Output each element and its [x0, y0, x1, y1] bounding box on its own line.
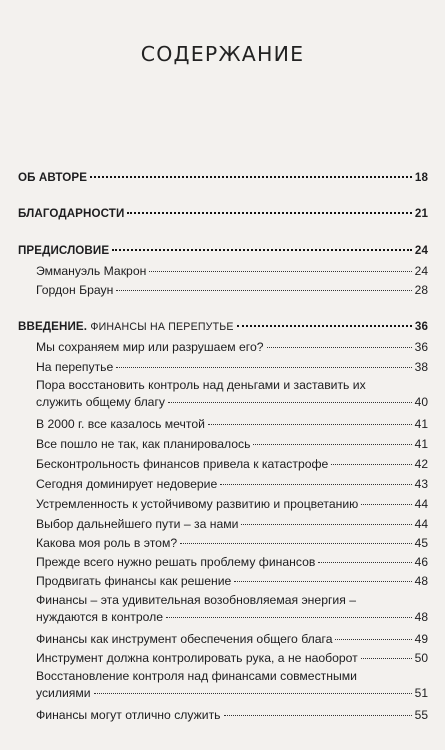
- entry-subtitle: ФИНАНСЫ НА ПЕРЕПУТЬЕ: [90, 321, 234, 333]
- entry-title: Выбор дальнейшего пути – за нами: [36, 517, 239, 531]
- dot-leader: [237, 325, 412, 327]
- dot-leader: [90, 176, 412, 178]
- dot-leader: [112, 249, 412, 251]
- entry-page: 42: [414, 457, 428, 471]
- entry-title: Гордон Браун: [36, 283, 114, 297]
- entry-title: В 2000 г. все казалось мечтой: [36, 417, 205, 431]
- entry-page: 36: [414, 320, 428, 333]
- entry-title: Какова моя роль в этом?: [36, 536, 178, 550]
- toc-section-multiline[interactable]: [36, 377, 428, 417]
- entry-title-main: ВВЕДЕНИЕ.: [18, 320, 88, 333]
- entry-title: Эммануэль Макрон: [36, 264, 147, 278]
- entry-title-line1: Пора восстановить контроль над деньгами и заставить их: [36, 378, 366, 392]
- toc-section[interactable]: [36, 650, 428, 667]
- dot-leader: [241, 524, 411, 525]
- entry-page: 41: [414, 417, 428, 431]
- entry-title: Мы сохраняем мир или разрушаем его?: [36, 340, 264, 354]
- toc-section[interactable]: [36, 631, 428, 648]
- toc-section[interactable]: [36, 359, 428, 376]
- toc-section[interactable]: [36, 707, 428, 724]
- dot-leader: [224, 715, 412, 716]
- entry-page: 18: [414, 171, 428, 184]
- dot-leader: [267, 347, 412, 348]
- toc-section[interactable]: [36, 516, 428, 533]
- dot-leader: [116, 367, 411, 368]
- entry-page: 45: [414, 536, 428, 550]
- dot-leader: [168, 402, 412, 403]
- entry-page: 50: [414, 651, 428, 665]
- entry-title: Все пошло не так, как планировалось: [36, 437, 251, 451]
- dot-leader: [234, 581, 411, 582]
- entry-title: ОБ АВТОРЕ: [18, 171, 88, 184]
- entry-page: 43: [414, 477, 428, 491]
- entry-title-line1: Восстановление контроля над финансами совместными: [36, 669, 357, 683]
- dot-leader: [318, 562, 411, 563]
- entry-page: 44: [414, 517, 428, 531]
- entry-title: На перепутье: [36, 360, 114, 374]
- dot-leader: [335, 639, 411, 640]
- entry-page: 24: [414, 264, 428, 278]
- entry-title: Продвигать финансы как решение: [36, 574, 232, 588]
- toc-chapter-acknowledgements[interactable]: [18, 206, 428, 223]
- toc-section[interactable]: [36, 339, 428, 356]
- entry-title: Инструмент должна контролировать рука, а не наоборот: [36, 651, 358, 665]
- dot-leader: [253, 444, 411, 445]
- dot-leader: [116, 290, 411, 291]
- toc-section[interactable]: [36, 496, 428, 513]
- entry-title: ПРЕДИСЛОВИЕ: [18, 244, 110, 257]
- dot-leader: [166, 617, 412, 618]
- dot-leader: [361, 658, 412, 659]
- entry-title: [18, 319, 234, 336]
- entry-title-line2: нуждаются в контроле: [36, 609, 163, 624]
- dot-leader: [149, 271, 411, 272]
- entry-page: 51: [414, 685, 428, 700]
- entry-page: 24: [414, 244, 428, 257]
- toc-section-multiline[interactable]: [36, 668, 428, 708]
- entry-title: Прежде всего нужно решать проблему финансов: [36, 555, 316, 569]
- entry-title-line2: служить общему благу: [36, 394, 165, 409]
- entry-second-line: [36, 685, 428, 702]
- entry-title: Бесконтрольность финансов привела к катастрофе: [36, 457, 329, 471]
- dot-leader: [94, 693, 412, 694]
- toc-chapter-about-author[interactable]: [18, 170, 428, 187]
- entry-page: 41: [414, 437, 428, 451]
- entry-page: 44: [414, 497, 428, 511]
- toc-section-multiline[interactable]: [36, 592, 428, 632]
- entry-title: Устремленность к устойчивому развитию и процветанию: [36, 497, 359, 511]
- toc-section[interactable]: [36, 554, 428, 571]
- entry-page: 48: [414, 609, 428, 624]
- entry-page: 38: [414, 360, 428, 374]
- entry-page: 36: [414, 340, 428, 354]
- entry-title-line2: усилиями: [36, 685, 91, 700]
- dot-leader: [361, 504, 411, 505]
- entry-page: 21: [414, 207, 428, 220]
- entry-second-line: [36, 609, 428, 626]
- entry-title: БЛАГОДАРНОСТИ: [18, 207, 125, 220]
- toc-section[interactable]: [36, 436, 428, 453]
- toc-section[interactable]: [36, 573, 428, 590]
- dot-leader: [331, 464, 411, 465]
- entry-title: Сегодня доминирует недоверие: [36, 477, 218, 491]
- entry-page: 48: [414, 574, 428, 588]
- entry-second-line: [36, 394, 428, 411]
- toc-section[interactable]: [36, 263, 428, 280]
- entry-page: 40: [414, 394, 428, 409]
- entry-title: Финансы могут отлично служить: [36, 708, 221, 722]
- toc-section[interactable]: [36, 456, 428, 473]
- page-title: СОДЕРЖАНИЕ: [140, 42, 305, 66]
- entry-title: Финансы как инструмент обеспечения общего блага: [36, 632, 333, 646]
- entry-page: 55: [414, 708, 428, 722]
- toc-section[interactable]: [36, 476, 428, 493]
- toc-chapter-introduction[interactable]: [18, 319, 428, 336]
- dot-leader: [180, 543, 412, 544]
- dot-leader: [220, 484, 411, 485]
- dot-leader: [208, 424, 412, 425]
- toc-section[interactable]: [36, 535, 428, 552]
- toc-chapter-preface[interactable]: [18, 243, 428, 260]
- entry-page: 49: [414, 632, 428, 646]
- entry-page: 28: [414, 283, 428, 297]
- entry-title-line1: Финансы – эта удивительная возобновляемая энергия –: [36, 593, 356, 607]
- toc-section[interactable]: [36, 416, 428, 433]
- dot-leader: [127, 212, 412, 214]
- toc-section[interactable]: [36, 282, 428, 299]
- entry-page: 46: [414, 555, 428, 569]
